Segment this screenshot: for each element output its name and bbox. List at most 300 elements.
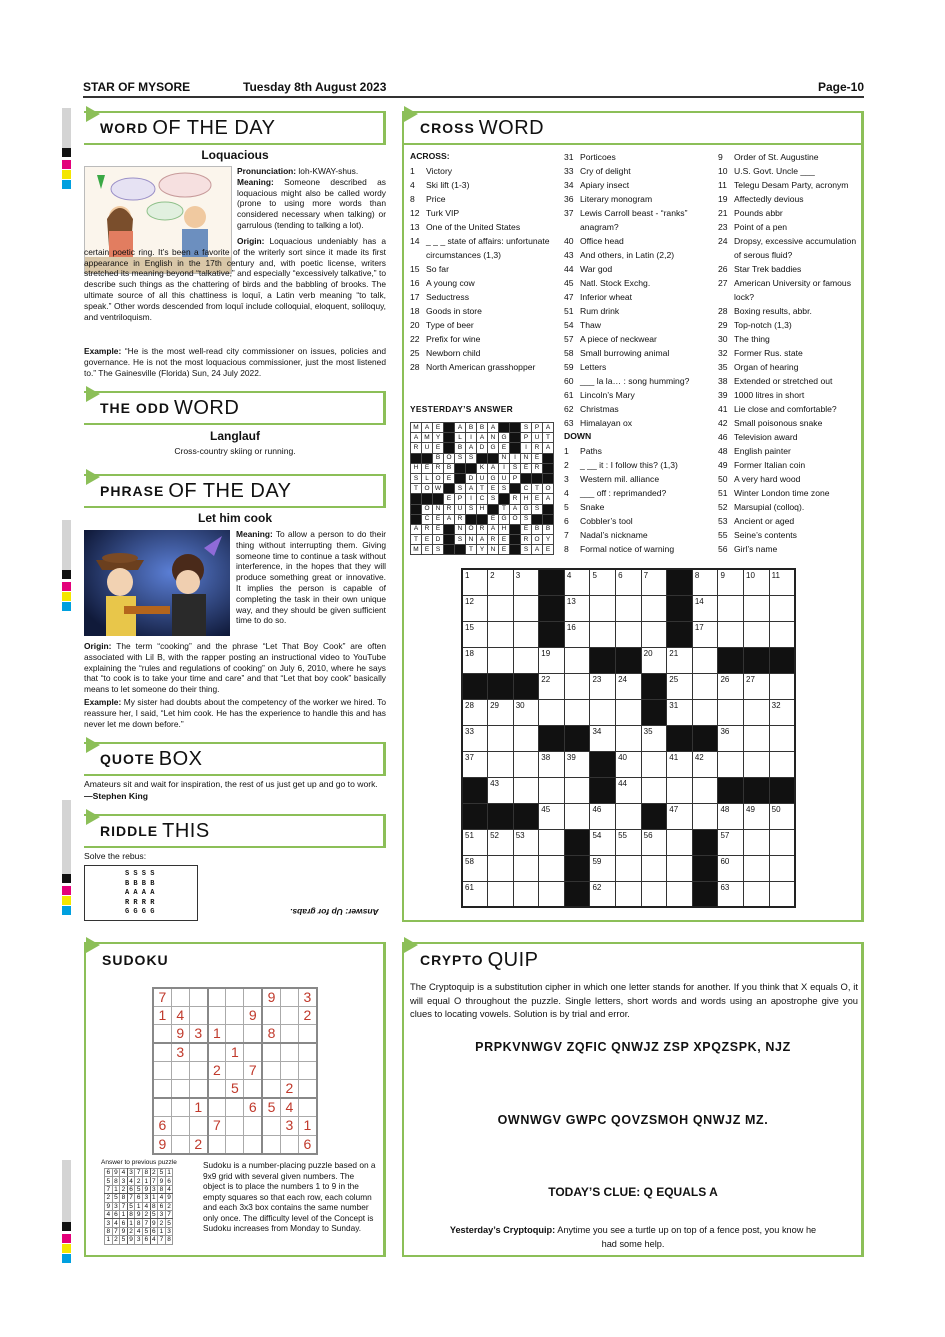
sudoku-cell[interactable] [280, 1043, 298, 1062]
sudoku-cell[interactable]: 1 [208, 1025, 226, 1044]
answer-cell: B [466, 423, 477, 433]
sudoku-cell[interactable] [299, 1043, 317, 1062]
sudoku-cell[interactable] [153, 1080, 171, 1099]
crossword-cell[interactable] [590, 699, 616, 725]
sudoku-cell[interactable] [189, 1080, 207, 1099]
crossword-cell[interactable] [539, 855, 565, 881]
crossword-cell[interactable]: 34 [590, 725, 616, 751]
sudoku-cell[interactable] [171, 1117, 189, 1135]
sudoku-cell[interactable] [171, 1062, 189, 1080]
crossword-cell[interactable]: 45 [539, 803, 565, 829]
crossword-cell[interactable] [616, 725, 642, 751]
crossword-cell[interactable] [769, 725, 795, 751]
crossword-cell[interactable]: 48 [718, 803, 744, 829]
header-big: QUIP [487, 948, 539, 971]
sudoku-cell[interactable] [226, 988, 244, 1007]
crossword-cell[interactable]: 36 [718, 725, 744, 751]
sudoku-cell[interactable] [244, 1135, 262, 1154]
origin: The term “cooking” and the phrase “Let That Boy Cook” are often associated with Lil B, with the rapper posting an instructional video to YouTube explaining the “rules and regulations of cooking” on July 6, 2010, where he says that “to cook is to take your time and care” and that “Let that boy cook” basically means to let someone do their thing. [84, 641, 386, 695]
crossword-cell[interactable] [488, 647, 514, 673]
crossword-cell[interactable] [667, 829, 693, 855]
crossword-cell[interactable] [513, 621, 539, 647]
crossword-cell[interactable] [616, 855, 642, 881]
crossword-cell[interactable]: 60 [718, 855, 744, 881]
sudoku-cell[interactable] [226, 1025, 244, 1044]
answer-cell: H [521, 494, 532, 504]
black-cell [444, 524, 455, 534]
crossword-cell[interactable] [692, 803, 718, 829]
crossword-cell[interactable]: 52 [488, 829, 514, 855]
sudoku-cell[interactable] [153, 1025, 171, 1044]
crossword-cell[interactable] [641, 621, 667, 647]
previous-sudoku-cell: 3 [129, 1169, 133, 1177]
crossword-cell[interactable]: 29 [488, 699, 514, 725]
crossword-cell[interactable]: 54 [590, 829, 616, 855]
sudoku-cell[interactable] [208, 1135, 226, 1154]
crossword-cell[interactable] [590, 595, 616, 621]
clue [564, 290, 712, 304]
crossword-cell[interactable]: 1 [462, 569, 488, 595]
previous-sudoku-cell: 7 [152, 1177, 156, 1185]
black-cell [499, 423, 510, 433]
sudoku-cell[interactable] [280, 1025, 298, 1044]
sudoku-cell[interactable]: 2 [299, 1007, 317, 1025]
black-cell [444, 433, 455, 443]
sudoku-cell[interactable] [280, 1007, 298, 1025]
crossword-cell[interactable] [769, 595, 795, 621]
crossword-cell[interactable]: 41 [667, 751, 693, 777]
previous-sudoku-cell: 2 [136, 1177, 141, 1185]
crossword-cell[interactable]: 37 [462, 751, 488, 777]
crossword-cell[interactable] [692, 673, 718, 699]
answer-cell: A [543, 423, 554, 433]
crossword-cell[interactable]: 61 [462, 881, 488, 907]
previous-sudoku-grid [104, 1168, 173, 1245]
clue-text: Top-notch (1,3) [734, 320, 792, 330]
sudoku-cell[interactable] [244, 1043, 262, 1062]
sudoku-cell[interactable]: 1 [189, 1098, 207, 1117]
clue-number: 38 [718, 376, 728, 386]
answer-cell: N [521, 453, 532, 463]
crossword-cell[interactable]: 26 [718, 673, 744, 699]
crossword-cell[interactable] [744, 829, 770, 855]
sudoku-cell[interactable]: 7 [244, 1062, 262, 1080]
sudoku-cell[interactable]: 1 [226, 1043, 244, 1062]
crossword-cell[interactable]: 56 [641, 829, 667, 855]
sudoku-cell[interactable] [189, 988, 207, 1007]
clue-number: 45 [564, 278, 574, 288]
crossword-cell[interactable] [769, 855, 795, 881]
header-small: SUDOKU [102, 952, 169, 968]
clue-text: Paths [580, 446, 602, 456]
crossword-cell[interactable]: 17 [692, 621, 718, 647]
print-mark [62, 886, 71, 895]
sudoku-cell[interactable] [208, 1080, 226, 1099]
crossword-cell[interactable] [539, 829, 565, 855]
clue-number: 39 [718, 390, 728, 400]
clue-number: 53 [718, 516, 728, 526]
crossword-cell[interactable]: 43 [488, 777, 514, 803]
crossword-cell[interactable]: 20 [641, 647, 667, 673]
clue-text: Rum drink [580, 306, 620, 316]
crossword-cell[interactable] [641, 751, 667, 777]
clue-text: Goods in store [426, 306, 482, 316]
answer-cell: B [444, 463, 455, 473]
answer-cell: U [422, 443, 433, 453]
answer-cell: Y [433, 433, 444, 443]
sudoku-cell[interactable]: 5 [262, 1098, 280, 1117]
answer-cell: A [488, 423, 499, 433]
crossword-cell[interactable]: 63 [718, 881, 744, 907]
sudoku-cell[interactable]: 7 [208, 1117, 226, 1135]
crossword-cell[interactable]: 33 [462, 725, 488, 751]
crossword-cell[interactable]: 7 [641, 569, 667, 595]
previous-sudoku-cell: 3 [159, 1211, 164, 1219]
crossword-cell[interactable]: 51 [462, 829, 488, 855]
crossword-cell[interactable] [769, 881, 795, 907]
crossword-cell[interactable] [564, 803, 590, 829]
sudoku-cell[interactable] [299, 1098, 317, 1117]
crossword-cell[interactable]: 16 [564, 621, 590, 647]
crossword-cell[interactable]: 55 [616, 829, 642, 855]
answer-cell: E [444, 473, 455, 483]
crossword-cell[interactable]: 30 [513, 699, 539, 725]
sudoku-cell[interactable] [280, 1062, 298, 1080]
clue-number: 37 [564, 208, 574, 218]
crossword-cell[interactable]: 18 [462, 647, 488, 673]
crossword-cell[interactable] [539, 881, 565, 907]
crossword-cell[interactable]: 19 [539, 647, 565, 673]
sudoku-cell[interactable] [153, 1062, 171, 1080]
crossword-cell[interactable] [616, 595, 642, 621]
crossword-cell[interactable]: 14 [692, 595, 718, 621]
sudoku-cell[interactable]: 3 [299, 988, 317, 1007]
sudoku-cell[interactable] [171, 1080, 189, 1099]
crossword-cell[interactable] [488, 751, 514, 777]
crossword-cell[interactable]: 39 [564, 751, 590, 777]
crossword-cell[interactable] [488, 725, 514, 751]
black-cell [641, 803, 667, 829]
crossword-cell[interactable] [488, 595, 514, 621]
sudoku-cell[interactable] [244, 1025, 262, 1044]
crossword-cell[interactable] [513, 777, 539, 803]
crossword-cell[interactable]: 15 [462, 621, 488, 647]
crossword-cell[interactable]: 21 [667, 647, 693, 673]
sudoku-cell[interactable] [208, 1007, 226, 1025]
black-cell [422, 494, 433, 504]
black-cell [718, 647, 744, 673]
sudoku-cell[interactable] [226, 1098, 244, 1117]
crossword-cell[interactable]: 32 [769, 699, 795, 725]
crossword-cell[interactable] [513, 647, 539, 673]
crossword-cell[interactable] [488, 855, 514, 881]
crossword-cell[interactable] [769, 751, 795, 777]
print-mark [62, 896, 71, 905]
crossword-cell[interactable] [641, 595, 667, 621]
crossword-cell[interactable] [744, 881, 770, 907]
crossword-cell[interactable]: 59 [590, 855, 616, 881]
crossword-cell[interactable]: 12 [462, 595, 488, 621]
previous-sudoku-cell: 1 [106, 1236, 111, 1244]
answer-cell: E [433, 514, 444, 524]
crossword-cell[interactable]: 42 [692, 751, 718, 777]
sudoku-cell[interactable] [262, 1043, 280, 1062]
clue-number: 62 [564, 404, 574, 414]
crossword-cell[interactable] [564, 699, 590, 725]
crossword-cell[interactable] [718, 595, 744, 621]
crossword-cell[interactable]: 28 [462, 699, 488, 725]
crossword-cell[interactable] [513, 881, 539, 907]
down-clues-col2 [564, 444, 712, 556]
crossword-cell[interactable] [590, 621, 616, 647]
crossword-cell[interactable] [744, 751, 770, 777]
sudoku-cell[interactable]: 3 [189, 1025, 207, 1044]
sudoku-cell[interactable] [299, 1025, 317, 1044]
sudoku-cell[interactable] [171, 1135, 189, 1154]
rebus-row: A A A A [125, 889, 155, 898]
word-of-day-origin [84, 236, 386, 322]
crossword-cell[interactable] [667, 881, 693, 907]
crossword-cell[interactable] [667, 855, 693, 881]
clue [718, 388, 860, 402]
yesterday-label: Yesterday’s Cryptoquip: [449, 1225, 556, 1235]
sudoku-cell[interactable] [262, 1117, 280, 1135]
crossword-cell[interactable]: 57 [718, 829, 744, 855]
crossword-cell[interactable]: 8 [692, 569, 718, 595]
crossword-cell[interactable] [564, 647, 590, 673]
sudoku-cell[interactable] [189, 1007, 207, 1025]
crossword-cell[interactable] [718, 751, 744, 777]
crossword-cell[interactable] [513, 725, 539, 751]
sudoku-cell[interactable] [244, 1080, 262, 1099]
previous-sudoku-cell: 9 [114, 1169, 118, 1177]
sudoku-cell[interactable] [189, 1043, 207, 1062]
previous-sudoku-cell: 1 [114, 1185, 118, 1193]
page-number: Page-10 [817, 80, 864, 94]
answer-cell: R [455, 514, 466, 524]
sudoku-cell[interactable] [226, 1007, 244, 1025]
clue-text: Former Rus. state [734, 348, 803, 358]
sudoku-cell[interactable]: 9 [244, 1007, 262, 1025]
crossword-cell[interactable] [692, 699, 718, 725]
clue [718, 374, 860, 388]
sudoku-cell[interactable] [153, 1098, 171, 1117]
sudoku-cell[interactable] [208, 1043, 226, 1062]
crossword-cell[interactable]: 62 [590, 881, 616, 907]
crossword-cell[interactable] [744, 725, 770, 751]
crossword-cell[interactable] [692, 647, 718, 673]
sudoku-cell[interactable]: 8 [262, 1025, 280, 1044]
crossword-cell[interactable]: 31 [667, 699, 693, 725]
clue-number: 6 [564, 516, 569, 526]
crossword-cell[interactable]: 44 [616, 777, 642, 803]
clue [564, 472, 712, 486]
crossword-cell[interactable]: 10 [744, 569, 770, 595]
sudoku-cell[interactable]: 3 [171, 1043, 189, 1062]
crossword-cell[interactable]: 4 [564, 569, 590, 595]
answer-cell: E [499, 545, 510, 555]
previous-sudoku-cell: 7 [159, 1236, 164, 1244]
crossword-cell[interactable] [616, 621, 642, 647]
sudoku-cell[interactable] [262, 1135, 280, 1154]
crossword-cell[interactable] [744, 621, 770, 647]
crossword-cell[interactable]: 25 [667, 673, 693, 699]
sudoku-cell[interactable]: 9 [171, 1025, 189, 1044]
clue-text: Former Italian coin [734, 460, 806, 470]
answer-cell: A [477, 535, 488, 545]
crossword-cell[interactable] [744, 595, 770, 621]
crossword-cell[interactable] [667, 777, 693, 803]
phrase-of-day: Let him cook [197, 511, 272, 525]
sudoku-cell[interactable]: 1 [299, 1117, 317, 1135]
answer-cell: T [499, 504, 510, 514]
crossword-cell[interactable] [769, 829, 795, 855]
crossword-cell[interactable]: 50 [769, 803, 795, 829]
crossword-cell[interactable]: 46 [590, 803, 616, 829]
crossword-cell[interactable] [513, 855, 539, 881]
meaning: To allow a person to do their thing without interrupting them. Giving someone time to continue a task without interference, in the hopes that they will produce something great or innovative. It implies the person is capable of completing the task in their own unique way, and they should be given sufficient time to do so. [236, 529, 386, 626]
crossword-cell[interactable] [616, 881, 642, 907]
sudoku-cell[interactable] [226, 1117, 244, 1135]
crossword-cell[interactable]: 11 [769, 569, 795, 595]
crossword-cell[interactable] [692, 777, 718, 803]
sudoku-cell[interactable] [299, 1080, 317, 1099]
sudoku-cell[interactable]: 4 [280, 1098, 298, 1117]
crossword-cell[interactable]: 9 [718, 569, 744, 595]
crossword-cell[interactable] [513, 595, 539, 621]
black-cell [510, 484, 521, 494]
sudoku-cell[interactable] [280, 1135, 298, 1154]
sudoku-cell[interactable] [244, 1117, 262, 1135]
sudoku-cell[interactable]: 6 [153, 1117, 171, 1135]
riddle-answer: Answer: Up for grabs. [290, 907, 379, 917]
crossword-cell[interactable] [641, 881, 667, 907]
sudoku-cell[interactable]: 3 [280, 1117, 298, 1135]
header-small: CROSS [420, 120, 475, 136]
black-cell [455, 463, 466, 473]
print-mark [62, 602, 71, 611]
sudoku-cell[interactable] [226, 1135, 244, 1154]
crossword-cell[interactable]: 5 [590, 569, 616, 595]
crossword-cell[interactable] [539, 699, 565, 725]
sudoku-cell[interactable] [208, 1098, 226, 1117]
crossword-cell[interactable] [488, 621, 514, 647]
sudoku-cell[interactable] [153, 1043, 171, 1062]
sudoku-cell[interactable] [171, 988, 189, 1007]
crossword-cell[interactable]: 53 [513, 829, 539, 855]
sudoku-cell[interactable]: 7 [153, 988, 171, 1007]
crossword-cell[interactable] [488, 881, 514, 907]
crossword-cell[interactable]: 22 [539, 673, 565, 699]
answer-cell: E [433, 423, 444, 433]
crossword-cell[interactable]: 27 [744, 673, 770, 699]
sudoku-cell[interactable]: 2 [189, 1135, 207, 1154]
clue-number: 22 [410, 334, 420, 344]
sudoku-cell[interactable]: 1 [153, 1007, 171, 1025]
crossword-cell[interactable]: 13 [564, 595, 590, 621]
crossword-cell[interactable] [616, 803, 642, 829]
crossword-cell[interactable] [564, 673, 590, 699]
clue [564, 206, 712, 234]
sudoku-cell[interactable] [299, 1062, 317, 1080]
sudoku-cell[interactable]: 9 [153, 1135, 171, 1154]
previous-sudoku-cell: 3 [167, 1227, 171, 1235]
black-cell [488, 504, 499, 514]
clue [564, 500, 712, 514]
sudoku-cell[interactable] [189, 1062, 207, 1080]
sudoku-cell[interactable]: 2 [280, 1080, 298, 1099]
sudoku-cell[interactable] [262, 1007, 280, 1025]
crossword-cell[interactable]: 3 [513, 569, 539, 595]
clue [718, 402, 860, 416]
crossword-cell[interactable] [616, 699, 642, 725]
crossword-cell[interactable] [744, 855, 770, 881]
sudoku-cell[interactable] [280, 988, 298, 1007]
crossword-cell[interactable]: 38 [539, 751, 565, 777]
sudoku-cell[interactable] [244, 988, 262, 1007]
clue [564, 164, 712, 178]
sudoku-cell[interactable]: 4 [171, 1007, 189, 1025]
clue [564, 514, 712, 528]
black-cell [422, 453, 433, 463]
sudoku-cell[interactable]: 2 [208, 1062, 226, 1080]
black-cell [616, 647, 642, 673]
crossword-cell[interactable] [769, 673, 795, 699]
crossword-cell[interactable]: 47 [667, 803, 693, 829]
clue-text: Lincoln’s Mary [580, 390, 635, 400]
sudoku-cell[interactable]: 9 [262, 988, 280, 1007]
sudoku-cell[interactable] [226, 1062, 244, 1080]
sudoku-cell[interactable] [262, 1062, 280, 1080]
sudoku-cell[interactable] [171, 1098, 189, 1117]
previous-sudoku-cell: 6 [152, 1227, 156, 1235]
previous-sudoku-cell: 8 [114, 1177, 118, 1185]
label-origin: Origin: [84, 641, 112, 651]
crossword-cell[interactable]: 6 [616, 569, 642, 595]
crossword-cell[interactable] [539, 777, 565, 803]
crossword-cell[interactable]: 35 [641, 725, 667, 751]
sudoku-cell[interactable]: 5 [226, 1080, 244, 1099]
sudoku-cell[interactable] [189, 1117, 207, 1135]
crossword-cell[interactable]: 23 [590, 673, 616, 699]
previous-sudoku-cell: 9 [152, 1219, 156, 1227]
crossword-cell[interactable] [641, 777, 667, 803]
clue-number: 30 [718, 334, 728, 344]
crossword-cell[interactable] [744, 699, 770, 725]
answer-cell: E [521, 463, 532, 473]
answer-cell: W [433, 484, 444, 494]
crossword-cell[interactable]: 58 [462, 855, 488, 881]
clue [718, 528, 860, 542]
crossword-cell[interactable]: 49 [744, 803, 770, 829]
clue-text: Thaw [580, 320, 602, 330]
crossword-cell[interactable]: 2 [488, 569, 514, 595]
crossword-cell[interactable] [718, 621, 744, 647]
crossword-cell[interactable]: 24 [616, 673, 642, 699]
sudoku-cell[interactable] [262, 1080, 280, 1099]
crossword-cell[interactable] [769, 621, 795, 647]
previous-sudoku-cell: 1 [159, 1227, 164, 1235]
answer-cell: B [477, 423, 488, 433]
crossword-cell[interactable]: 40 [616, 751, 642, 777]
sudoku-cell[interactable] [208, 988, 226, 1007]
crossword-cell[interactable] [564, 777, 590, 803]
sudoku-cell[interactable]: 6 [244, 1098, 262, 1117]
crossword-cell[interactable] [641, 855, 667, 881]
crossword-cell[interactable] [718, 699, 744, 725]
sudoku-cell[interactable]: 6 [299, 1135, 317, 1154]
crossword-cell[interactable] [513, 751, 539, 777]
